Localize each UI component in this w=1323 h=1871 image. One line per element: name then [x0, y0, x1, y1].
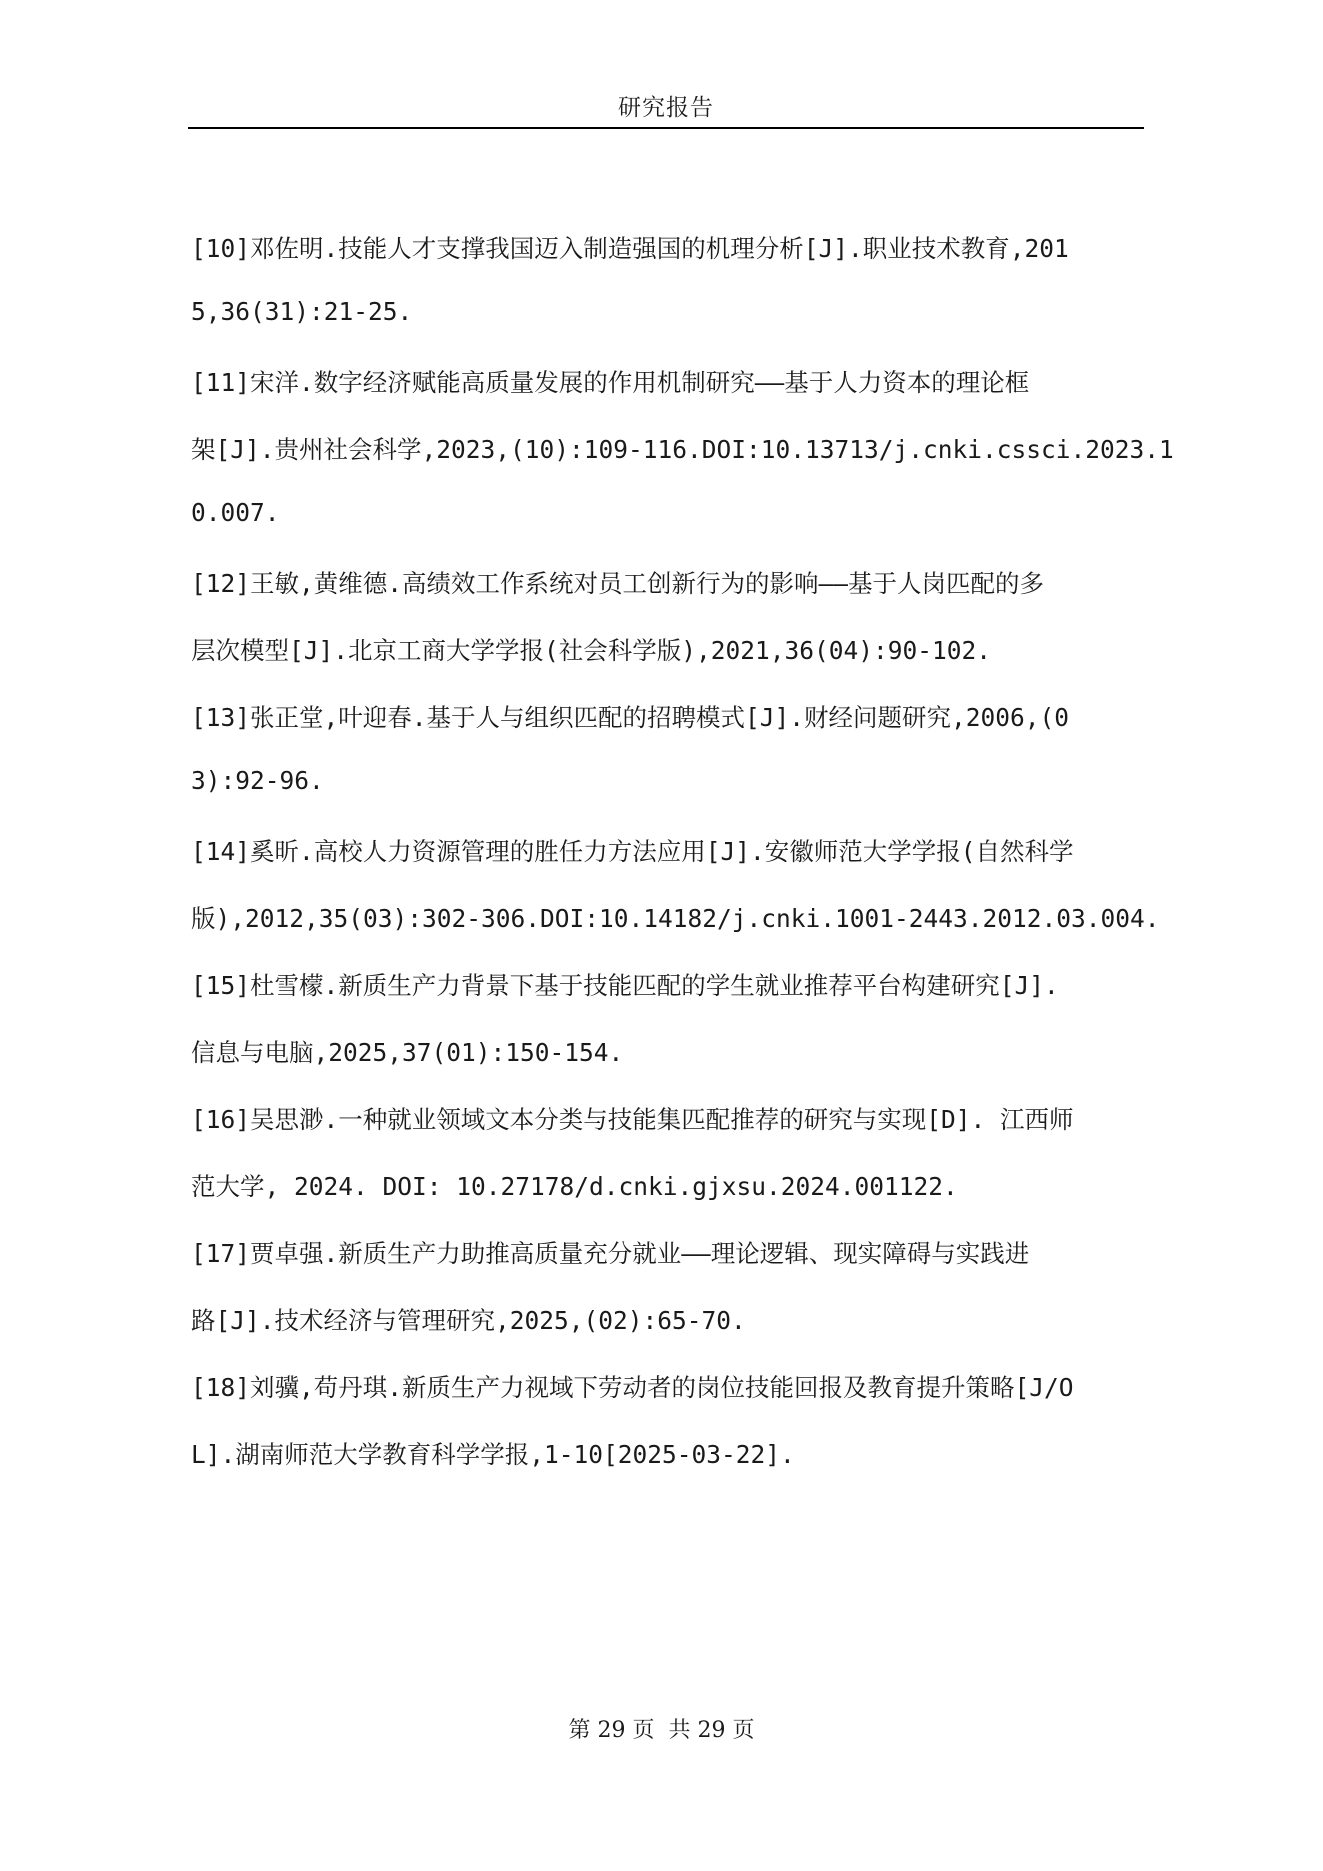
- reference-entry-13: [191, 699, 1151, 833]
- reference-entry-17: [191, 1235, 1151, 1369]
- reference-entry-18: [191, 1369, 1151, 1503]
- reference-line: 0.007.: [191, 498, 280, 527]
- reference-line: [16]吴思渺.一种就业领域文本分类与技能集匹配推荐的研究与实现[D]. 江西师: [191, 1105, 1074, 1134]
- page-number: 第 29 页 共 29 页: [568, 1718, 755, 1743]
- reference-line: [18]刘骥,苟丹琪.新质生产力视域下劳动者的岗位技能回报及教育提升策略[J/O: [191, 1373, 1074, 1402]
- reference-entry-11: [191, 364, 1174, 565]
- reference-line: 架[J].贵州社会科学,2023,(10):109-116.DOI:10.13713/j.cnki.cssci.2023.1: [191, 435, 1174, 464]
- reference-line: [15]杜雪檬.新质生产力背景下基于技能匹配的学生就业推荐平台构建研究[J].: [191, 971, 1059, 1000]
- reference-entry-10: [191, 230, 1151, 364]
- reference-line: [10]邓佐明.技能人才支撑我国迈入制造强国的机理分析[J].职业技术教育,201: [191, 234, 1069, 263]
- reference-line: [12]王敏,黄维德.高绩效工作系统对员工创新行为的影响——基于人岗匹配的多: [191, 569, 1044, 598]
- reference-line: 5,36(31):21-25.: [191, 297, 413, 326]
- reference-line: 3):92-96.: [191, 766, 324, 795]
- reference-line: [13]张正堂,叶迎春.基于人与组织匹配的招聘模式[J].财经问题研究,2006,(0: [191, 703, 1070, 732]
- page-header-title: 研究报告: [618, 95, 714, 121]
- reference-entry-16: [191, 1101, 1151, 1235]
- reference-line: 信息与电脑,2025,37(01):150-154.: [191, 1038, 624, 1067]
- reference-entry-12: [191, 565, 1151, 699]
- reference-line: 版),2012,35(03):302-306.DOI:10.14182/j.cnki.1001-2443.2012.03.004.: [191, 904, 1160, 933]
- reference-list: [191, 230, 1174, 1503]
- reference-line: L].湖南师范大学教育科学学报,1-10[2025-03-22].: [191, 1440, 795, 1469]
- reference-line: [17]贾卓强.新质生产力助推高质量充分就业——理论逻辑、现实障碍与实践进: [191, 1239, 1030, 1268]
- header-divider: [188, 127, 1144, 129]
- reference-line: [14]奚昕.高校人力资源管理的胜任力方法应用[J].安徽师范大学学报(自然科学: [191, 837, 1074, 866]
- reference-entry-15: [191, 967, 1151, 1101]
- reference-entry-14: [191, 833, 1160, 967]
- reference-line: 范大学, 2024. DOI: 10.27178/d.cnki.gjxsu.2024.001122.: [191, 1172, 958, 1201]
- reference-line: 路[J].技术经济与管理研究,2025,(02):65-70.: [191, 1306, 746, 1335]
- reference-line: [11]宋洋.数字经济赋能高质量发展的作用机制研究——基于人力资本的理论框: [191, 368, 1030, 397]
- reference-line: 层次模型[J].北京工商大学学报(社会科学版),2021,36(04):90-102.: [191, 636, 992, 665]
